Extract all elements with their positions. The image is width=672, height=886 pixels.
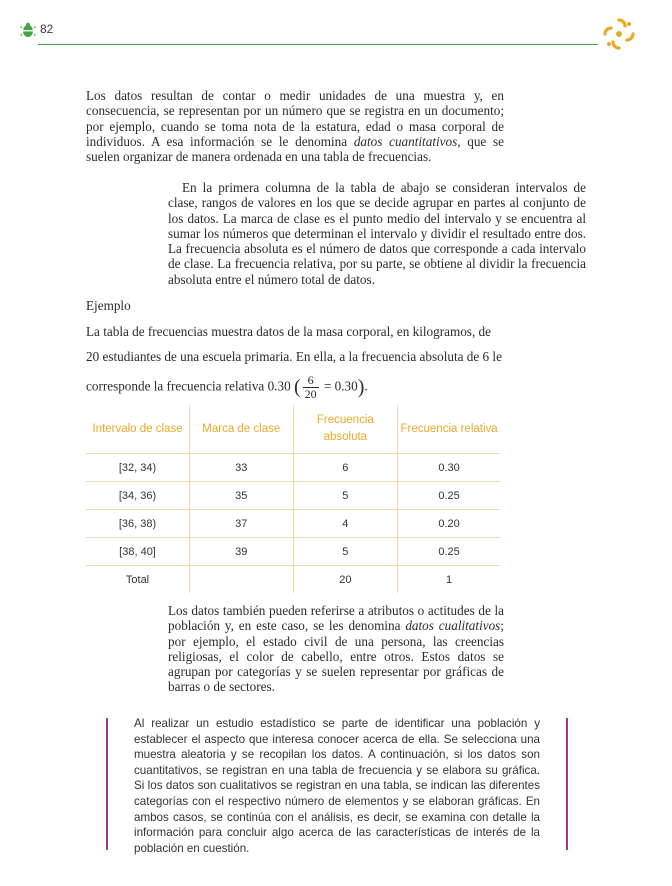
- table-cell: 33: [190, 454, 293, 482]
- fraction-numerator: 6: [303, 374, 319, 388]
- table-cell: 1: [398, 566, 500, 594]
- table-cell: 4: [293, 510, 398, 538]
- table-cell: 0.30: [398, 454, 500, 482]
- table-cell: 5: [293, 538, 398, 566]
- table-row: [86, 538, 500, 566]
- example-heading: Ejemplo: [86, 298, 131, 313]
- table-cell: [38, 40]: [86, 538, 190, 566]
- paragraph-qualitative-data: [168, 603, 504, 695]
- table-cell: [36, 38): [86, 510, 190, 538]
- table-row: [86, 454, 500, 482]
- fraction-denominator: 20: [304, 387, 317, 401]
- example-line-2: 20 estudiantes de una escuela primaria. En ella, a la frecuencia absoluta de 6 le: [86, 349, 502, 364]
- green-bug-icon: [20, 22, 36, 38]
- table-cell: 6: [293, 454, 398, 482]
- table-cell: [32, 34): [86, 454, 190, 482]
- example-text: corresponde la frecuencia relativa 0.30: [86, 378, 291, 394]
- term-qualitative-data: datos cualitativos: [405, 618, 501, 634]
- header-divider: [38, 44, 598, 45]
- table-cell: [190, 566, 293, 594]
- page-number: 82: [40, 22, 54, 36]
- note-bar-left: [106, 718, 108, 850]
- paragraph-text: Los datos también pueden referirse a atributos o actitudes de la población y, en este caso, se les denomina: [168, 603, 504, 634]
- close-paren: ): [357, 376, 365, 398]
- table-total-row: [86, 566, 500, 594]
- header-interval: Intervalo de clase: [86, 405, 190, 454]
- header-absolute-frequency: Frecuencia absoluta: [293, 405, 398, 454]
- orange-swirl-logo-icon: [602, 17, 636, 51]
- table-row: [86, 510, 500, 538]
- paragraph-text: Los datos resultan de contar o medir unidades de una muestra y, en consecuencia, se representan por un número que se registra en un documento; por ejemplo, cuando se toma nota de la estatura, edad o masa corporal de individuos. A esa información se le denomina: [86, 88, 504, 149]
- frequency-table: [86, 405, 500, 593]
- table-header-row: [86, 405, 500, 454]
- table-row: [86, 482, 500, 510]
- paragraph-class-intervals: En la primera columna de la tabla de abajo se consideran intervalos de clase, rangos de valores en los que se decide agrupar en partes al conjunto de los datos. La marca de clase es el punto medio del intervalo y se encuentra al sumar los números que determinan el intervalo y dividir el resultado entre dos. La frecuencia absoluta es el número de datos que corresponde a cada intervalo de clase. La frecuencia relativa, por su parte, se obtiene al dividir la frecuencia absoluta entre el número total de datos.: [168, 180, 586, 287]
- table-cell: 35: [190, 482, 293, 510]
- term-quantitative-data: datos cuantitativos: [353, 133, 458, 149]
- table-cell: Total: [125, 573, 150, 586]
- example-line-1: La tabla de frecuencias muestra datos de la masa corporal, en kilogramos, de: [86, 324, 491, 339]
- summary-note: Al realizar un estudio estadístico se parte de identificar una población y establecer el aspecto que interesa conocer acerca de ella. Se selecciona una muestra aleatoria y se recopilan los datos. A continuación, si los datos son cuantitativos, se registran en una tabla de frecuencia y se elabora su gráfica. Si los datos son cualitativos se registran en una tabla, se indican las diferentes categorías con el respectivo número de elementos y se elaboran gráficas. En ambos casos, se continúa con el análisis, es decir, se examina con detalle la información para concluir algo acerca de las características de interés de la población en cuestión.: [134, 717, 540, 855]
- note-bar-right: [566, 718, 568, 850]
- open-paren: (: [293, 376, 301, 398]
- paragraph-quantitative-data: [86, 88, 504, 164]
- paragraph-text: , que se suelen organizar de manera ordenada en una tabla de frecuencias.: [86, 133, 504, 165]
- table-cell: 0.25: [398, 482, 500, 510]
- fraction: [303, 374, 319, 401]
- table-cell: 37: [190, 510, 293, 538]
- table-cell: 0.20: [398, 510, 500, 538]
- fraction-result: = 0.30: [320, 378, 358, 394]
- table-cell: 39: [190, 538, 293, 566]
- header-relative-frequency: Frecuencia relativa: [398, 405, 500, 454]
- example-line-3: [86, 374, 504, 401]
- table-cell: 0.25: [398, 538, 500, 566]
- table-cell: 20: [293, 566, 398, 594]
- header-class-mark: Marca de clase: [190, 405, 293, 454]
- table-cell: [34, 36): [86, 482, 190, 510]
- paragraph-text: ; por ejemplo, el estado civil de una persona, las creencias religiosas, el color de cabello, entre otros. Estos datos se agrupan por categorías y se suelen representar por gráficas de barras o de sectores.: [168, 618, 504, 695]
- example-text-end: .: [364, 378, 368, 394]
- table-cell: 5: [293, 482, 398, 510]
